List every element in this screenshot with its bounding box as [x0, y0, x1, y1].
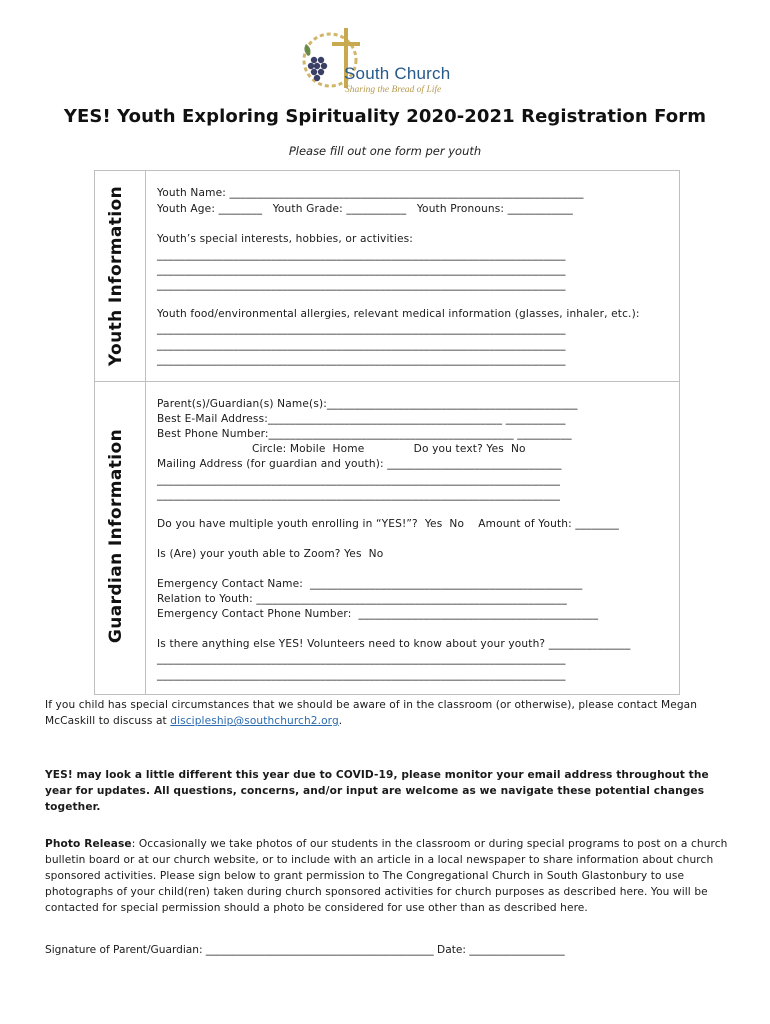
youth-interests-line[interactable]: ___________________________________________________________________________: [157, 249, 566, 261]
logo-tagline: Sharing the Bread of Life: [345, 85, 442, 95]
phone-type-options[interactable]: Circle: Mobile Home Do you text? Yes No: [157, 443, 526, 455]
logo-church-name: South Church: [344, 64, 451, 83]
covid-note: YES! may look a little different this year due to COVID-19, please monitor your email address throughout the year for updates. All questions, concerns, and/or input are welcome as we navigate these potential changes together.: [45, 769, 709, 813]
additional-info-line[interactable]: ___________________________________________________________________________: [157, 669, 566, 681]
additional-info-line[interactable]: ___________________________________________________________________________: [157, 653, 566, 665]
guardian-name-field[interactable]: Parent(s)/Guardian(s) Name(s):______________________________________________: [157, 398, 578, 410]
youth-section-label: Youth Information: [106, 185, 126, 367]
emergency-relation-field[interactable]: Relation to Youth: _________________________________________________________: [157, 593, 567, 605]
youth-age-grade-pronouns-field[interactable]: Youth Age: ________ Youth Grade: ___________ Youth Pronouns: ____________: [157, 203, 573, 215]
zoom-question[interactable]: Is (Are) your youth able to Zoom? Yes No: [157, 548, 384, 560]
guardian-section-label: Guardian Information: [106, 428, 126, 644]
photo-release-text: Occasionally we take photos of our students in the classroom or during special programs to post on a church bulletin board or at our church website, or to include with an article in a local newspaper to share information about church sponsored activities. Please sign below to grant permission to The Congregational Church in South Glastonbury to use photographs of your child(ren) taken during church sponsored activities for church purposes as described here. You will be contacted for special permission should a photo be considered for use other than as described here.: [45, 838, 728, 914]
mailing-address-line[interactable]: __________________________________________________________________________: [157, 489, 561, 501]
church-logo: [300, 20, 470, 100]
form-section-divider: [94, 381, 680, 382]
youth-allergies-label: Youth food/environmental allergies, relevant medical information (glasses, inhaler, etc.):: [157, 308, 640, 320]
photo-release-paragraph: [45, 836, 735, 916]
photo-release-heading: Photo Release: [45, 838, 132, 850]
form-title: YES! Youth Exploring Spirituality 2020-2021 Registration Form: [63, 106, 707, 127]
contact-email-link[interactable]: discipleship@southchurch2.org: [170, 715, 339, 727]
youth-allergies-line[interactable]: ___________________________________________________________________________: [157, 323, 566, 335]
mailing-address-field[interactable]: Mailing Address (for guardian and youth): ________________________________: [157, 458, 562, 470]
special-circumstances-note: [45, 697, 735, 729]
special-note-end: .: [338, 715, 343, 727]
emergency-contact-name-field[interactable]: Emergency Contact Name: __________________________________________________: [157, 578, 583, 590]
special-note-text: If you child has special circumstances that we should be aware of in the classroom (or otherwise), please contact Megan McCaskill to discuss at: [45, 699, 698, 727]
youth-interests-line[interactable]: ___________________________________________________________________________: [157, 264, 566, 276]
youth-allergies-line[interactable]: ___________________________________________________________________________: [157, 354, 566, 366]
youth-interests-line[interactable]: ___________________________________________________________________________: [157, 279, 566, 291]
youth-allergies-line[interactable]: ___________________________________________________________________________: [157, 339, 566, 351]
mailing-address-line[interactable]: __________________________________________________________________________: [157, 474, 561, 486]
multiple-youth-question[interactable]: Do you have multiple youth enrolling in “YES!”? Yes No Amount of Youth: ________: [157, 518, 619, 530]
youth-interests-label: Youth’s special interests, hobbies, or activities:: [157, 233, 414, 245]
signature-date-line[interactable]: Signature of Parent/Guardian: ___________________________________________ Date: __________________: [45, 944, 565, 956]
photo-release-colon: :: [131, 838, 136, 850]
form-vertical-divider: [145, 170, 146, 695]
guardian-phone-field[interactable]: Best Phone Number:_____________________________________________ __________: [157, 428, 572, 440]
guardian-email-field[interactable]: Best E-Mail Address:___________________________________________ ___________: [157, 413, 566, 425]
form-subtitle: Please fill out one form per youth: [288, 144, 482, 158]
emergency-phone-field[interactable]: Emergency Contact Phone Number: ____________________________________________: [157, 608, 599, 620]
additional-info-question[interactable]: Is there anything else YES! Volunteers need to know about your youth? _______________: [157, 638, 631, 650]
youth-name-field[interactable]: Youth Name: _________________________________________________________________: [157, 187, 584, 199]
